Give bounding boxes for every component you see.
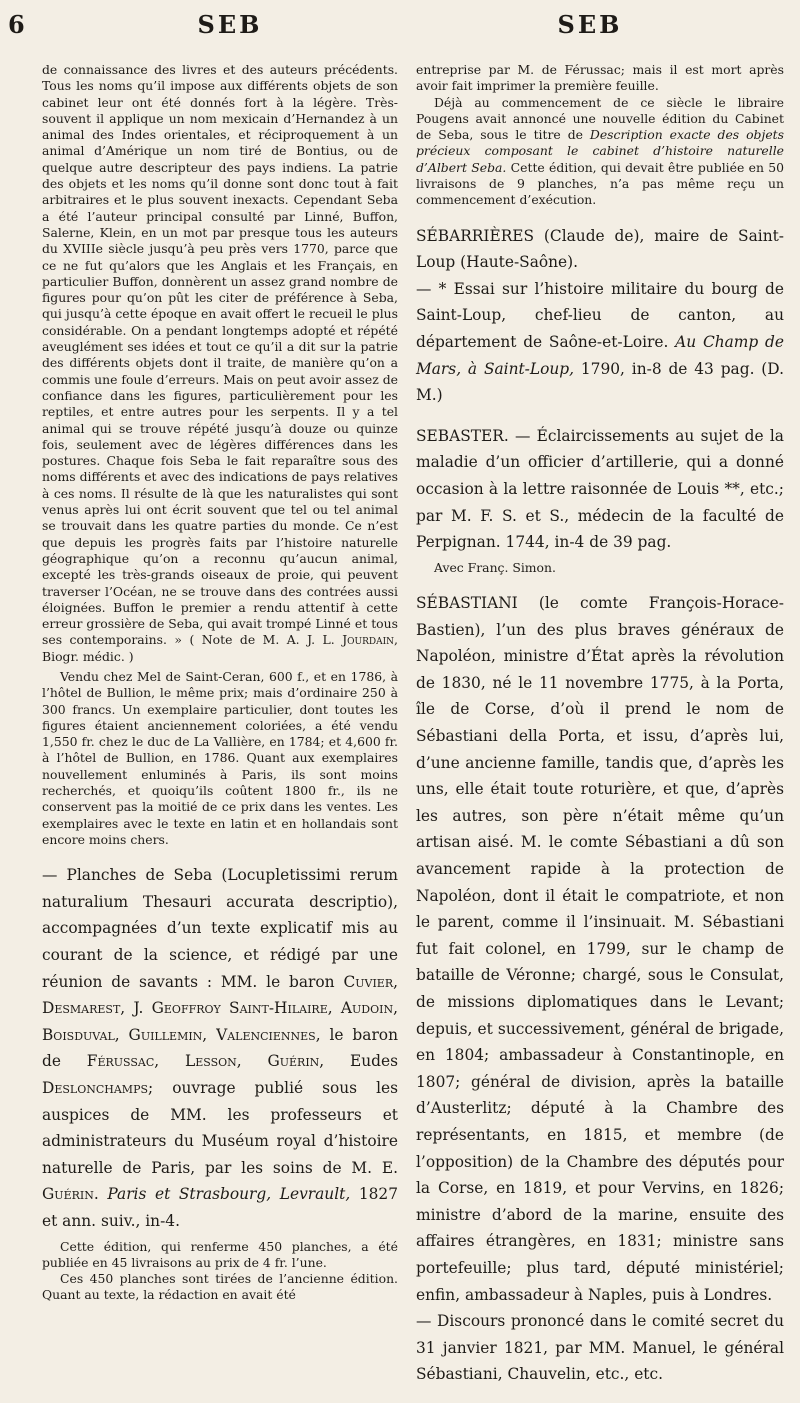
running-head-right: SEB	[557, 10, 623, 39]
discours-entry: — Discours prononcé dans le comité secret du 31 janvier 1821, par MM. Manuel, le général Sébastiani, Chauvelin, etc., etc.	[416, 1312, 784, 1384]
edition-note: Cette édition, qui renferme 450 planches, a été publiée en 45 livraisons au prix de 4 fr. l’une.	[42, 1238, 398, 1270]
sebarrieres-entry: SÉBARRIÈRES (Claude de), maire de Saint-Loup (Haute-Saône).	[416, 226, 784, 272]
pougens-paragraph: Déjà au commencement de ce siècle le libraire Pougens avait annoncé une nouvelle édition du Cabinet de Seba, sous le titre de Description exacte des objets précieux composant le cabinet d’histoire naturelle d’Albert Seba. Cette édition, qui devait être publiée en 50 livraisons de 9 planches, n’a pas même reçu un commencement d’exécution.	[416, 94, 784, 208]
sebastiani-entry: SÉBASTIANI (le comte François-Horace-Bastien), l’un des plus braves généraux de Napoléon, ministre d’État après la révolution de 1830, né le 11 novembre 1775, à la Porta, île de Corse, d’où il prend le nom de Sébastiani della Porta, et issu, d’après lui, d’une ancienne famille, tandis que, d’après les uns, elle était toute roturière, et que, d’après les autres, son père n’était même qu’un artisan aisé. M. le comte Sébastiani a dû son avancement rapide à la protection de Napoléon, dont il était le compatriote, et non le parent, comme il l’insinuait. M. Sébastiani fut fait colonel, en 1799, sur le champ de bataille de Véronne; chargé, sous le Consulat, de missions diplomatiques dans le Levant; depuis, et successivement, général de brigade, en 1804; ambassadeur à Constantinople, en 1807; général de division, après la bataille d’Austerlitz; député à la Chambre des représentants, en 1815, et membre (de l’opposition) de la Chambre des députés pour la Corse, en 1819, et pour Vervins, en 1826; ministre d’abord de la marine, ensuite des affaires étrangères, en 1831; ministre sans portefeuille; plus tard, député ministériel; enfin, ambassadeur à Naples, puis à Londres.	[416, 594, 784, 1304]
right-column	[416, 62, 784, 1388]
left-column	[42, 62, 398, 1304]
running-head-left: SEB	[197, 10, 263, 39]
simon-note: Avec Franç. Simon.	[434, 559, 556, 575]
page-header	[0, 10, 800, 50]
seba-critique-paragraph: de connaissance des livres et des auteurs précédents. Tous les noms qu’il impose aux différents objets de son cabinet leur ont été donnés fort à la légère. Très-souvent il applique un nom mexicain d’Hernandez à un animal des Indes orientales, et réciproquement à un animal d’Amérique un nom tiré de Bontius, ou de quelque autre descripteur des pays indiens. La patrie des objets et les noms qu’il donne sont donc tout à fait arbitraires et le plus souvent inexacts. Cependant Seba a été l’auteur principal consulté par Linné, Buffon, Salerne, Klein, en un mot par presque tous les auteurs du XVIIIe siècle jusqu’à peu près vers 1770, parce que ce ne fut qu’alors que les Anglais et les Français, en particulier Buffon, donnèrent un assez grand nombre de figures pour qu’on pût les citer de préférence à Seba, qui jusqu’à cette époque en avait offert le recueil le plus considérable. On a pendant longtemps adopté et répété aveuglément ses idées et tout ce qu’il a dit sur la patrie des différents objets dont il traite, de manière qu’on a commis une foule d’erreurs. Mais on peut avoir assez de confiance dans les figures, particulièrement pour les reptiles, et entre autres pour les serpents. Il y a tel animal qui se trouve répété jusqu’à douze ou quinze fois, seulement avec de légères différences dans les postures. Chaque fois Seba le fait reparaître sous des noms différents et avec des indications de pays relatives à ces noms. Il résulte de là que les naturalistes qui sont venus après lui ont écrit souvent que tel ou tel animal se trouvait dans les quatre parties du monde. Ce n’est que depuis les progrès faits par l’histoire naturelle géographique qu’on a reconnu qu’aucun animal, excepté les très-grands oiseaux de proie, qui peuvent traverser l’Océan, ne se trouve dans des contrées aussi éloignées. Buffon le premier a rendu attentif à cette erreur grossière de Seba, qui avait trompé Linné et tous ses contemporains. » ( Note de M. A. J. L. Jourdain, Biogr. médic. )	[42, 62, 398, 664]
ferussac-paragraph: entreprise par M. de Férussac; mais il est mort après avoir fait imprimer la première feuille.	[416, 62, 784, 94]
author-jourdain: Jourdain	[342, 632, 395, 648]
planches-note: Ces 450 planches sont tirées de l’ancienne édition. Quant au texte, la rédaction en avait été	[42, 1271, 398, 1303]
saint-loup-essay: — * Essai sur l’histoire militaire du bourg de Saint-Loup, chef-lieu de canton, au département de Saône-et-Loire. Au Champ de Mars, à Saint-Loup, 1790, in-8 de 43 pag. (D. M.)	[416, 279, 784, 405]
planches-entry: — Planches de Seba (Locupletissimi rerum naturalium Thesauri accurata descriptio), accompagnées d’un texte explicatif mis au courant de la science, et rédigé par une réunion de savants : MM. le baron Cuvier, Desmarest, J. Geoffroy Saint-Hilaire, Audoin, Boisduval, Guillemin, Valenciennes, le baron de Férussac, Lesson, Guérin, Eudes Deslonchamps; ouvrage publié sous les auspices de MM. les professeurs et administrateurs du Muséum royal d’histoire naturelle de Paris, par les soins de M. E. Guérin. Paris et Strasbourg, Levrault, 1827 et ann. suiv., in-4.	[42, 866, 399, 1230]
sales-paragraph: Vendu chez Mel de Saint-Ceran, 600 f., et en 1786, à l’hôtel de Bullion, le même prix; mais d’ordinaire 250 à 300 francs. Un exemplaire particulier, dont toutes les figures étaient anciennement coloriées, a été vendu 1,550 fr. chez le duc de La Vallière, en 1784; et 4,600 fr. à l’hôtel de Bullion, en 1786. Quant aux exemplaires nouvellement enluminés à Paris, ils sont moins recherchés, et quoiqu’ils coûtent 1800 fr., ils ne conservent pas la moitié de ce prix dans les ventes. Les exemplaires avec le texte en latin et en hollandais sont encore moins chers.	[42, 668, 398, 847]
page-number: 6	[8, 10, 25, 39]
entry-heading: SEBASTER.	[416, 426, 509, 445]
sebaster-entry: SEBASTER. — Éclaircissements au sujet de la maladie d’un officier d’artillerie, qui a donné occasion à la lettre raisonnée de Louis **, etc.; par M. F. S. et S., médecin de la faculté de Perpignan. 1744, in-4 de 39 pag.	[416, 426, 784, 552]
entry-heading: SÉBARRIÈRES	[416, 226, 535, 245]
entry-heading: SÉBASTIANI	[416, 594, 518, 613]
